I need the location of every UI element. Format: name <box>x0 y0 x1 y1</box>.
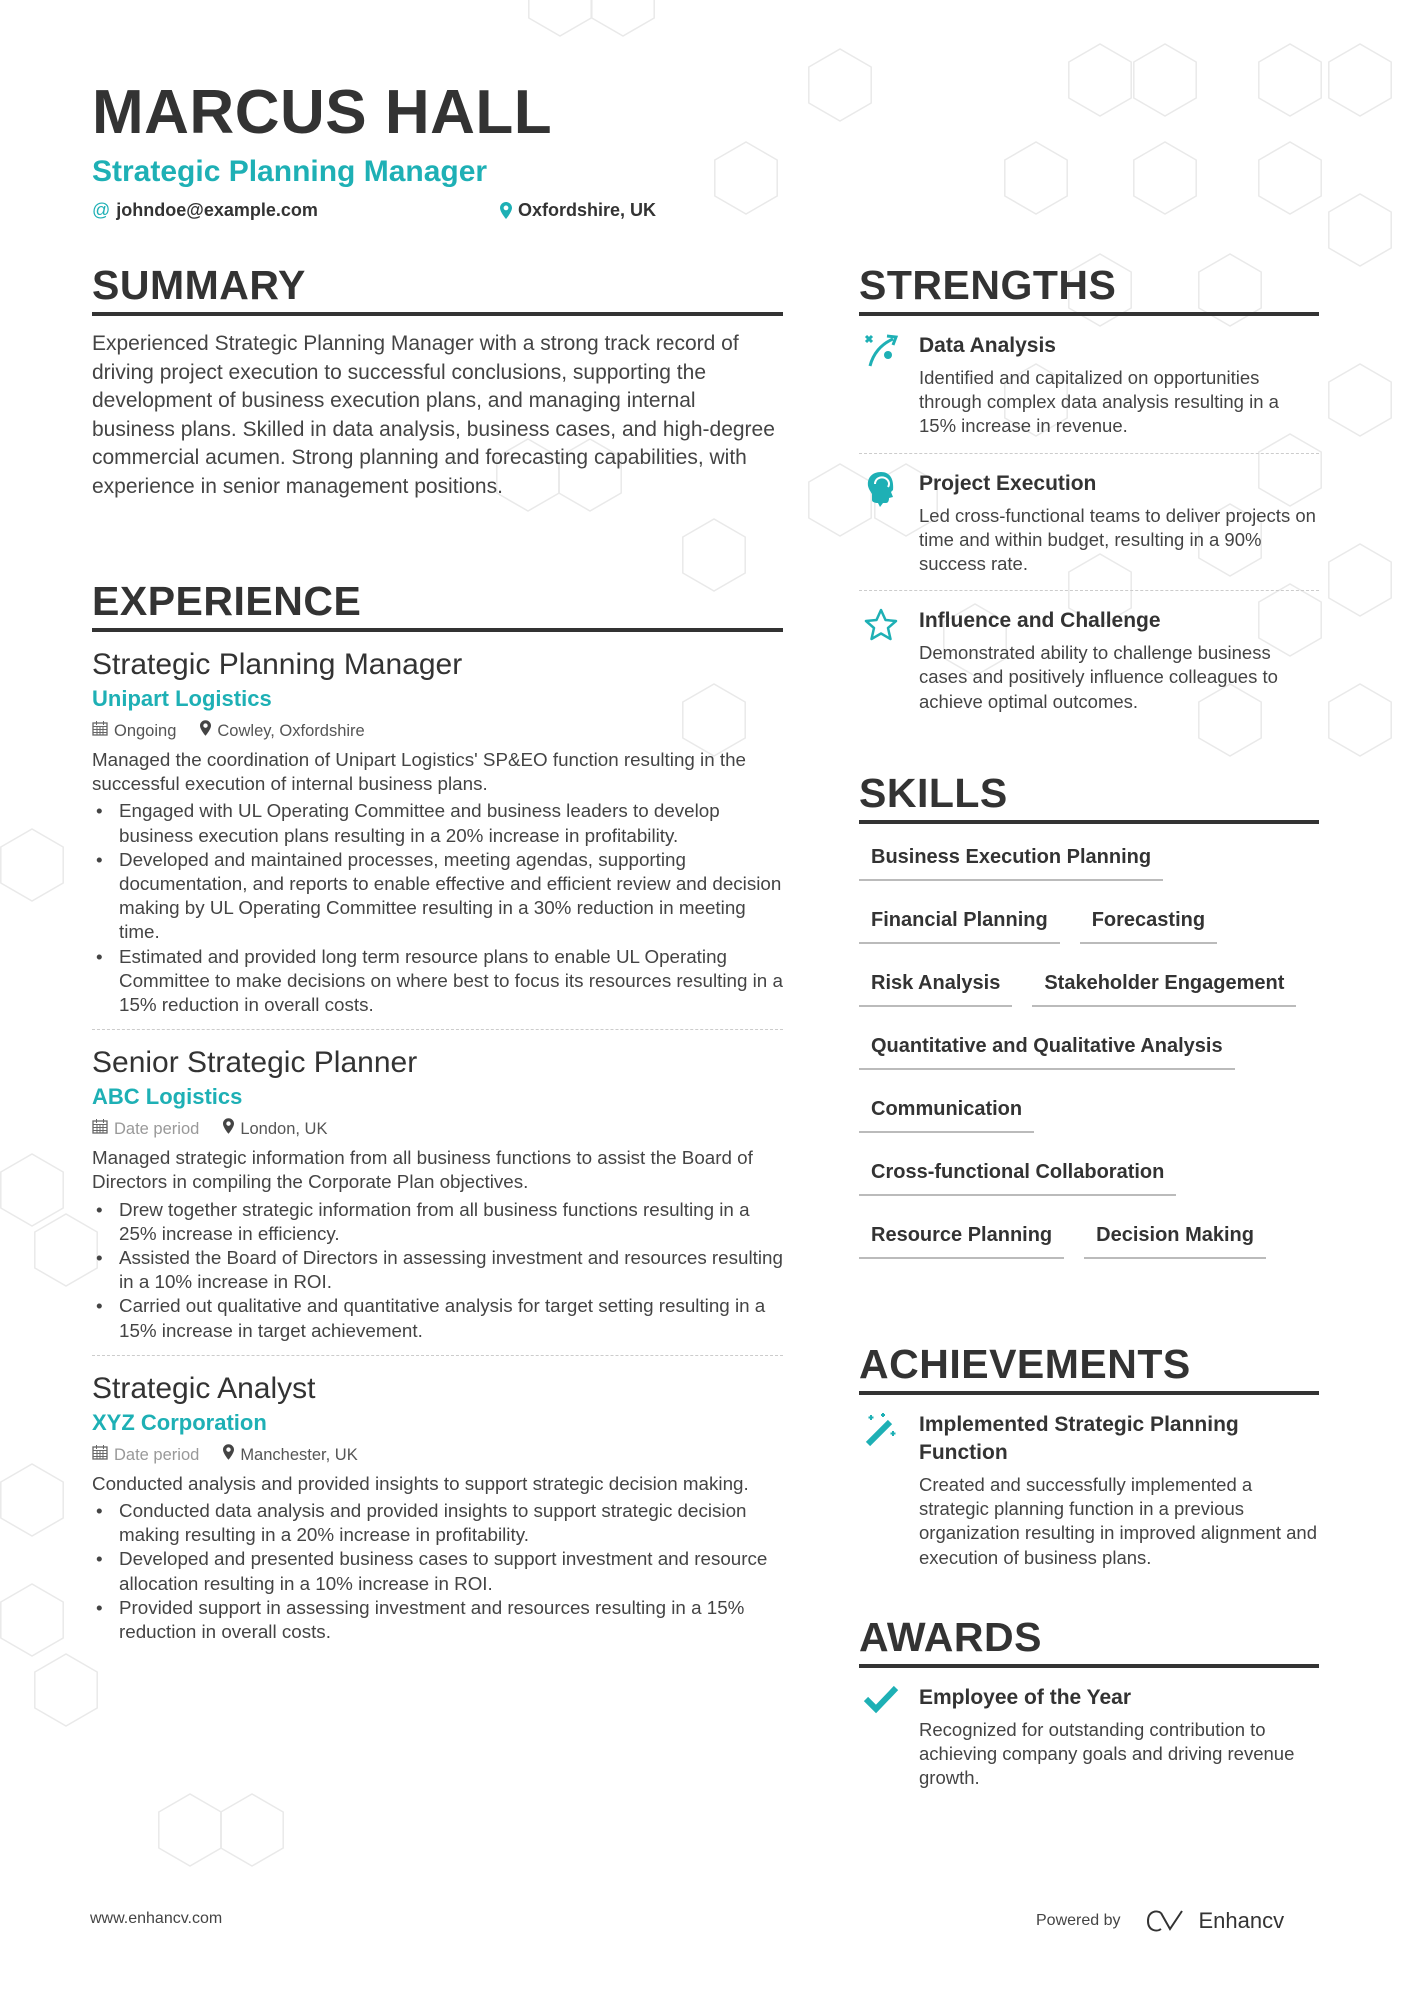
experience-section <box>92 578 783 1656</box>
job-bullets <box>92 1499 783 1644</box>
job-bullet: • Provided support in assessing investment and resources resulting in a 15% reduction in overall costs. <box>92 1596 783 1644</box>
awards-heading: AWARDS <box>859 1614 1319 1668</box>
hexagon-shape <box>1329 44 1391 116</box>
strengths-item-text: Demonstrated ability to challenge business cases and positively influence colleagues to achieve optimal outcomes. <box>919 642 1278 712</box>
hexagon-shape <box>1329 684 1391 756</box>
hexagon-shape <box>1005 142 1067 214</box>
job-meta <box>92 1444 783 1466</box>
hexagon-shape <box>1 829 63 901</box>
strengths-item-body <box>919 332 1319 439</box>
candidate-name: MARCUS HALL <box>92 78 553 147</box>
check-icon <box>859 1684 919 1791</box>
hexagon-shape <box>809 49 871 121</box>
company-name[interactable]: Unipart Logistics <box>92 686 272 711</box>
awards-item-text: Recognized for outstanding contribution to achieving company goals and driving revenue growth. <box>919 1719 1295 1789</box>
map-pin-icon <box>200 720 211 742</box>
company-name[interactable]: ABC Logistics <box>92 1084 243 1110</box>
hexagon-shape <box>1329 544 1391 616</box>
magic-wand-icon <box>859 1411 919 1570</box>
strengths-heading: STRENGTHS <box>859 262 1319 316</box>
achievements-heading: ACHIEVEMENTS <box>859 1341 1319 1395</box>
skill-tag: Resource Planning <box>859 1216 1064 1259</box>
job-title: Senior Strategic Planner <box>92 1046 418 1080</box>
experience-entry <box>92 1044 783 1356</box>
head-brain-icon <box>859 470 919 577</box>
footer-website[interactable]: www.enhancv.com <box>90 1910 223 1927</box>
awards-item <box>859 1668 1319 1805</box>
footer-powered-by <box>1036 1908 1284 1934</box>
job-bullets <box>92 799 783 1017</box>
job-bullet: • Carried out qualitative and quantitative analysis for target setting resulting in a 15% increase in target achievement. <box>92 1294 783 1342</box>
strengths-item-text: Led cross-functional teams to deliver projects on time and within budget, resulting in a 90% success rate. <box>919 504 1316 575</box>
job-description: Managed strategic information from all business functions to assist the Board of Directors in compiling the Corporate Plan objectives. <box>92 1147 753 1193</box>
email-text: johndoe@example.com <box>116 200 318 220</box>
job-date-text: Ongoing <box>114 722 177 740</box>
hexagon-shape <box>1069 44 1131 116</box>
job-meta <box>92 1118 783 1140</box>
star-icon <box>859 607 919 714</box>
job-bullet: • Engaged with UL Operating Committee and business leaders to develop business execution plans resulting in a 20% increase in profitability. <box>92 799 783 847</box>
job-meta <box>92 720 783 742</box>
hexagon-shape <box>159 1794 221 1866</box>
strengths-item-body <box>919 607 1319 714</box>
job-bullet: • Estimated and provided long term resource plans to enable UL Operating Committee to make decisions on where best to focus its resources resulting in a 15% reduction in overall costs. <box>92 945 783 1018</box>
hexagon-shape <box>1 1464 63 1536</box>
job-description: Conducted analysis and provided insights to support strategic decision making. <box>92 1472 749 1494</box>
enhancv-logo[interactable] <box>1145 1908 1285 1934</box>
skill-tag: Stakeholder Engagement <box>1032 964 1296 1007</box>
job-bullet: • Conducted data analysis and provided insights to support strategic decision making resulting in a 20% increase in profitability. <box>92 1499 783 1547</box>
skill-tag: Financial Planning <box>859 901 1060 944</box>
job-location-text: London, UK <box>240 1120 328 1139</box>
job-location-text: Cowley, Oxfordshire <box>217 722 365 740</box>
hexagon-shape <box>592 0 654 36</box>
location-contact <box>500 200 656 221</box>
achievements-item <box>859 1395 1319 1584</box>
hexagon-shape <box>1259 44 1321 116</box>
strengths-item-title: Influence and Challenge <box>919 609 1161 633</box>
skills-heading: SKILLS <box>859 770 1319 824</box>
experience-entry <box>92 1370 783 1656</box>
skill-tag: Risk Analysis <box>859 964 1012 1007</box>
candidate-title: Strategic Planning Manager <box>92 155 488 188</box>
job-location <box>223 1444 357 1466</box>
summary-heading: SUMMARY <box>92 262 783 316</box>
awards-section <box>859 1614 1319 1805</box>
calendar-icon <box>92 1118 108 1140</box>
hexagon-shape <box>1329 194 1391 266</box>
calendar-icon <box>92 720 108 742</box>
at-icon: @ <box>92 200 111 220</box>
strengths-item-text: Identified and capitalized on opportunities through complex data analysis resulting in a 15% increase in revenue. <box>919 367 1279 437</box>
company-name[interactable]: XYZ Corporation <box>92 1409 267 1435</box>
contact-info <box>92 200 792 221</box>
experience-entry <box>92 646 783 1030</box>
achievements-item-text: Created and successfully implemented a strategic planning function in a previous organization resulting in improved alignment and execution of business plans. <box>919 1474 1317 1568</box>
strengths-item-title: Data Analysis <box>919 334 1056 357</box>
job-location <box>223 1118 327 1140</box>
hexagon-shape <box>221 1794 283 1866</box>
hexagon-shape <box>1 1584 63 1656</box>
enhancv-brand: Enhancv <box>1198 1908 1285 1933</box>
job-bullet: • Drew together strategic information from all business functions resulting in a 25% increase in efficiency. <box>92 1198 783 1246</box>
hexagon-shape <box>529 0 591 36</box>
resume-header <box>92 78 792 221</box>
achievements-section <box>859 1341 1319 1584</box>
hexagon-shape <box>1329 364 1391 436</box>
achievements-item-title: Implemented Strategic Planning Function <box>919 1413 1239 1464</box>
skill-tag: Communication <box>859 1090 1034 1133</box>
job-description: Managed the coordination of Unipart Logistics' SP&EO function resulting in the successful execution of internal business plans. <box>92 749 747 795</box>
strengths-item <box>859 591 1319 728</box>
job-bullet: • Developed and presented business cases to support investment and resource allocation resulting in a 10% increase in ROI. <box>92 1547 783 1595</box>
hexagon-shape <box>1134 142 1196 214</box>
job-title: Strategic Planning Manager <box>92 648 463 681</box>
hexagon-shape <box>35 1654 97 1726</box>
map-pin-icon <box>500 202 512 219</box>
enhancv-logo-icon <box>1145 1909 1191 1933</box>
strengths-item <box>859 316 1319 454</box>
map-pin-icon <box>223 1118 234 1140</box>
hexagon-shape <box>1 1154 63 1226</box>
map-pin-icon <box>223 1444 234 1466</box>
strengths-item-title: Project Execution <box>919 471 1097 495</box>
strengths-item-body <box>919 470 1319 577</box>
job-date-text: Date period <box>114 1445 200 1464</box>
achievements-item-body <box>919 1411 1319 1570</box>
strengths-item <box>859 454 1319 592</box>
job-title: Strategic Analyst <box>92 1371 316 1405</box>
job-date <box>92 1118 199 1140</box>
hexagon-shape <box>1259 142 1321 214</box>
job-location-text: Manchester, UK <box>240 1445 358 1464</box>
job-date-text: Date period <box>114 1120 200 1139</box>
job-date <box>92 1444 199 1466</box>
strategy-icon <box>859 332 919 439</box>
skill-tag: Business Execution Planning <box>859 838 1163 881</box>
job-date <box>92 720 176 742</box>
skills-section <box>859 770 1319 1279</box>
job-location <box>200 720 364 742</box>
skill-tag: Quantitative and Qualitative Analysis <box>859 1027 1235 1070</box>
email-contact[interactable] <box>92 200 500 221</box>
awards-item-body <box>919 1684 1319 1791</box>
location-text: Oxfordshire, UK <box>518 200 657 220</box>
summary-text: Experienced Strategic Planning Manager with a strong track record of driving project execution to successful conclusions, supporting the development of business execution plans, and managing internal business plans. Skilled in data analysis, business cases, and high-degree commercial acumen. Strong planning and forecasting capabilities, with experience in senior management positions. <box>92 332 775 498</box>
hexagon-shape <box>1134 44 1196 116</box>
experience-heading: EXPERIENCE <box>92 578 783 632</box>
calendar-icon <box>92 1444 108 1466</box>
skill-tag: Decision Making <box>1084 1216 1266 1259</box>
job-bullets <box>92 1198 783 1343</box>
strengths-section <box>859 262 1319 728</box>
summary-section <box>92 262 783 501</box>
hexagon-shape <box>35 1214 97 1286</box>
awards-item-title: Employee of the Year <box>919 1686 1132 1709</box>
job-bullet: • Assisted the Board of Directors in assessing investment and resources resulting in a 10% increase in ROI. <box>92 1246 783 1294</box>
job-bullet: • Developed and maintained processes, meeting agendas, supporting documentation, and reports to enable effective and efficient review and decision making by UL Operating Committee resulting in a 30% reduction in meeting time. <box>92 848 783 945</box>
skill-tag: Forecasting <box>1080 901 1217 944</box>
powered-by-label: Powered by <box>1036 1912 1121 1929</box>
skill-tag: Cross-functional Collaboration <box>859 1153 1176 1196</box>
